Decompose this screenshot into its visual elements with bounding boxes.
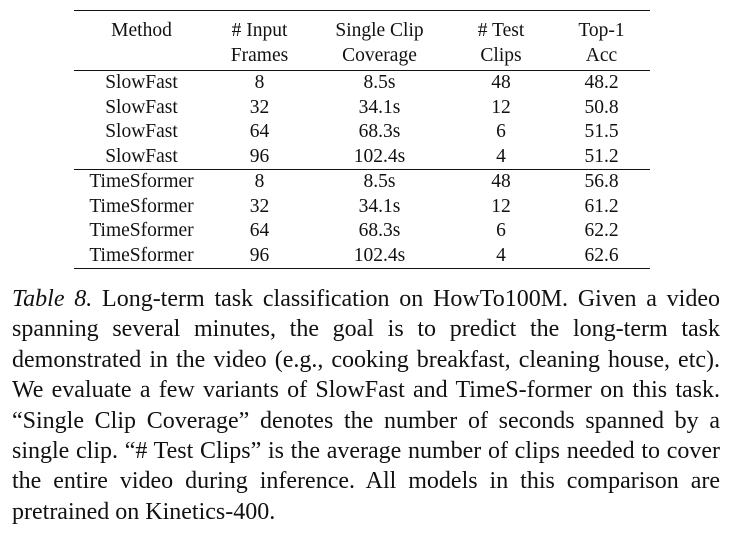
cell-coverage: 34.1s: [358, 96, 401, 118]
cell-method: SlowFast: [105, 96, 178, 118]
cell-coverage: 68.3s: [358, 121, 401, 142]
caption-label: Table 8.: [12, 286, 93, 312]
results-table: [74, 10, 650, 269]
cell-method: SlowFast: [105, 121, 178, 142]
cell-clips: 48: [449, 170, 553, 195]
header-top1-acc-line2: Acc: [553, 44, 650, 71]
cell-clips: 12: [491, 96, 511, 118]
header-test-clips: # Test: [449, 11, 553, 44]
cell-acc: 50.8: [584, 96, 619, 118]
cell-method: SlowFast: [105, 72, 178, 93]
table-header: [74, 11, 650, 71]
table-row: [74, 120, 650, 145]
header-method-line2: [74, 44, 209, 71]
cell-frames: 96: [209, 244, 310, 269]
cell-acc: 56.8: [553, 170, 650, 195]
header-row: [74, 44, 650, 71]
cell-frames: 8: [209, 170, 310, 195]
cell-acc-best: 62.6: [553, 244, 650, 269]
table-row: [74, 71, 650, 96]
table-row: [74, 96, 650, 121]
results-table-container: [74, 10, 650, 269]
cell-frames: 32: [249, 195, 270, 217]
cell-frames: 64: [249, 220, 270, 241]
cell-clips: 48: [491, 72, 511, 93]
cell-acc: 48.2: [584, 72, 619, 93]
cell-clips: 12: [491, 195, 511, 217]
table-body: [74, 71, 650, 269]
cell-method: TimeSformer: [74, 170, 209, 195]
header-single-clip-coverage: Single Clip: [310, 11, 449, 44]
cell-acc: 51.5: [584, 121, 619, 142]
cell-clips: 4: [449, 244, 553, 269]
cell-clips: 4: [496, 145, 506, 167]
cell-coverage: 8.5s: [363, 72, 396, 93]
cell-coverage: 68.3s: [358, 220, 401, 241]
caption-text: Long-term task classification on HowTo100M. Given a video spanning several minutes, the goal is to predict the long-term task demonstrated in the video (e.g., cooking breakfast, cleaning house, etc). We evaluate a few variants of SlowFast and TimeS-former on this task. “Single Clip Coverage” denotes the number of seconds spanned by a single clip. “# Test Clips” is the average number of clips needed to cover the entire video during inference. All models in this comparison are pretrained on Kinetics-400.: [12, 286, 721, 525]
cell-frames: 8: [254, 72, 265, 93]
cell-coverage: 34.1s: [358, 195, 401, 217]
header-input-frames: # Input: [209, 11, 310, 44]
cell-method: TimeSformer: [89, 195, 194, 217]
table-row: [74, 219, 650, 244]
table-row: [74, 145, 650, 170]
cell-clips: 6: [496, 220, 506, 241]
header-test-clips-line2: Clips: [449, 44, 553, 71]
cell-coverage: 102.4s: [310, 244, 449, 269]
cell-acc: 61.2: [584, 195, 619, 217]
cell-coverage: 102.4s: [353, 145, 406, 167]
table-row: [74, 244, 650, 269]
cell-frames: 32: [249, 96, 270, 118]
cell-acc: 62.2: [584, 220, 619, 241]
cell-clips: 6: [496, 121, 506, 142]
table-row: [74, 195, 650, 220]
header-top1-acc: Top-1: [553, 11, 650, 44]
header-row: [74, 11, 650, 44]
header-input-frames-line2: Frames: [209, 44, 310, 71]
cell-method: TimeSformer: [89, 220, 194, 241]
table-row: [74, 170, 650, 195]
cell-frames: 64: [249, 121, 270, 142]
cell-method: TimeSformer: [74, 244, 209, 269]
cell-acc: 51.2: [584, 145, 619, 167]
cell-frames: 96: [249, 145, 270, 167]
cell-method: SlowFast: [105, 145, 178, 167]
header-single-clip-coverage-line2: Coverage: [310, 44, 449, 71]
cell-coverage: 8.5s: [310, 170, 449, 195]
header-method: Method: [74, 11, 209, 44]
table-caption: [12, 284, 720, 527]
